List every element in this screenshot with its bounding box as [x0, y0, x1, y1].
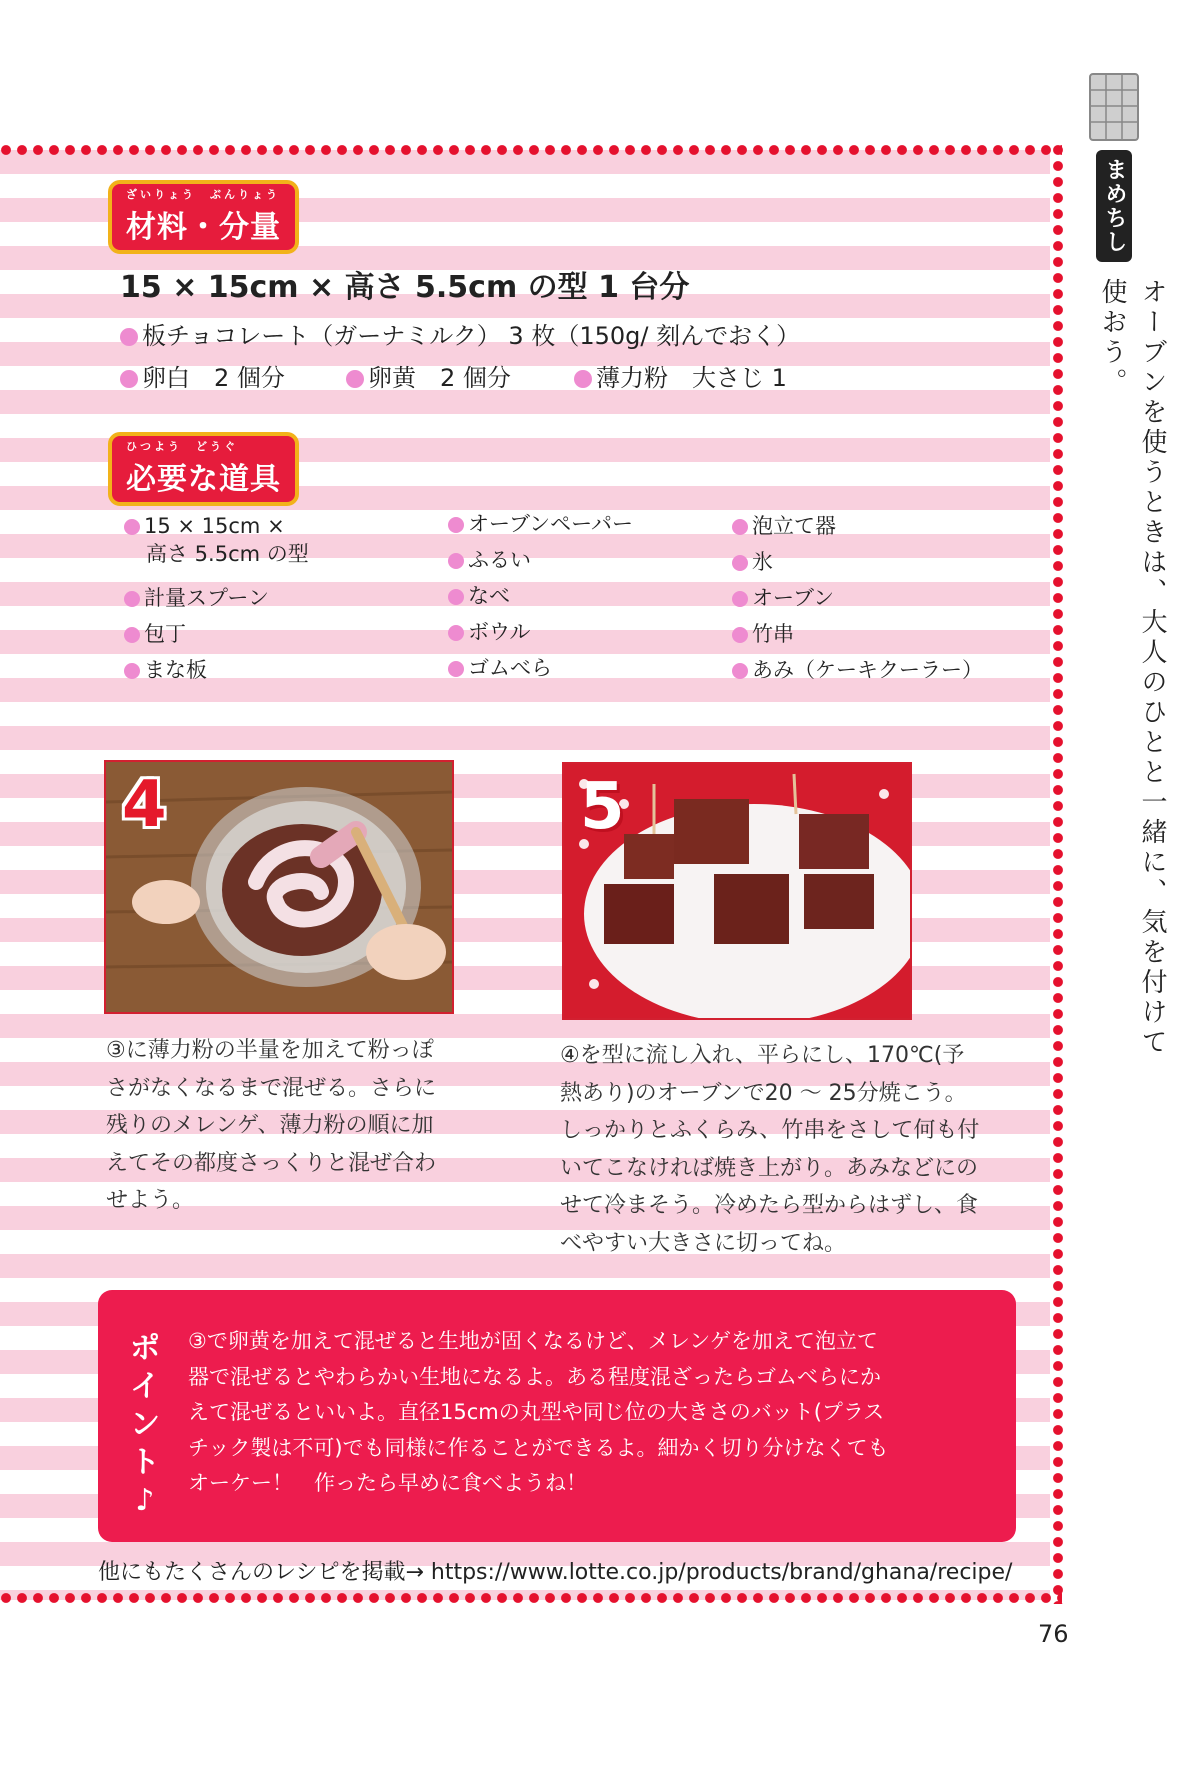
tool-skewer: 竹串 [732, 620, 794, 648]
tool-measuring-spoon: 計量スプーン [124, 584, 269, 612]
bullet-icon [448, 517, 464, 533]
tool-whisk: 泡立て器 [732, 512, 836, 540]
bullet-icon [124, 519, 140, 535]
tool-oven-paper: オーブンペーパー [448, 510, 633, 538]
point-text: ③で卵黄を加えて混ぜると生地が固くなるけど、メレンゲを加えて泡立て 器で混ぜるとやわらかい生地になるよ。ある程度混ざったらゴムべらにか えて混ぜるといいよ。直径15cmの丸型や同じ位の大きさのバット(プラス チック製は不可)でも同様に作ることができるよ。細かく切り分けなくても オーケー！ 作ったら早めに食べようね！ [188, 1329, 889, 1495]
tool-sieve: ふるい [448, 546, 531, 574]
ingredient-egg-white: 卵白 2 個分 [120, 358, 285, 393]
bullet-icon [448, 553, 464, 569]
tool-ice: 氷 [732, 548, 773, 576]
trivia-tab: まめちしき [1096, 150, 1132, 262]
point-label: ポイント♪ [130, 1331, 160, 1518]
tool-bowl: ボウル [448, 618, 530, 646]
step-5-text: ④を型に流し入れ、平らにし、170℃(予 熱あり)のオーブンで20 ～ 25分焼こう。 しっかりとふくらみ、竹串をさして何も付 いてこなければ焼き上がり。あみなどにの せて冷まそう。冷めたら型からはずし、食 べやすい大きさに切ってね。 [560, 1043, 980, 1256]
bullet-icon [120, 328, 138, 346]
step-4-number: 4 [122, 768, 167, 842]
bullet-icon [448, 661, 464, 677]
bullet-icon [574, 370, 592, 388]
bullet-icon [732, 627, 748, 643]
tool-cooling-rack: あみ（ケーキクーラー） [732, 656, 983, 684]
recipe-link[interactable]: 他にもたくさんのレシピを掲載→ https://www.lotte.co.jp/products/brand/ghana/recipe/ [98, 1560, 1013, 1585]
recipe-yield: 15 × 15cm × 高さ 5.5cm の型 1 台分 [120, 270, 690, 305]
trivia-note: オーブンを使うときは、大人のひとと一緒に、気を付けて使おう。 [1097, 278, 1167, 1058]
bullet-icon [124, 627, 140, 643]
dotted-border-top [0, 144, 1062, 156]
dotted-border-right [1052, 144, 1064, 1604]
ingredient-flour: 薄力粉 大さじ 1 [574, 358, 787, 393]
bullet-icon [732, 663, 748, 679]
chocolate-bar-icon [1086, 72, 1142, 146]
step-5-number: 5 [580, 770, 625, 844]
bullet-icon [732, 555, 748, 571]
tools-badge: ひつよう どうぐ 必要な道具 [108, 432, 299, 506]
page-number: 76 [1038, 1620, 1069, 1648]
tool-spatula: ゴムべら [448, 654, 552, 682]
bullet-icon [732, 591, 748, 607]
point-box [98, 1290, 1016, 1542]
tool-knife: 包丁 [124, 620, 186, 648]
ingredient-chocolate: 板チョコレート（ガーナミルク） 3 枚（150g/ 刻んでおく） [120, 316, 800, 351]
bullet-icon [346, 370, 364, 388]
tool-cutting-board: まな板 [124, 656, 207, 684]
bullet-icon [732, 519, 748, 535]
tool-pot: なべ [448, 582, 510, 610]
ingredients-badge: ざいりょう ぶんりょう 材料・分量 [108, 180, 299, 254]
bullet-icon [124, 663, 140, 679]
step-4-text: ③に薄力粉の半量を加えて粉っぽ さがなくなるまで混ぜる。さらに 残りのメレンゲ、薄力粉の順に加 えてその都度さっくりと混ぜ合わ せよう。 [106, 1038, 437, 1213]
bullet-icon [448, 625, 464, 641]
dotted-border-bottom [0, 1592, 1062, 1604]
bullet-icon [124, 591, 140, 607]
bullet-icon [448, 589, 464, 605]
tool-oven: オーブン [732, 584, 834, 612]
ingredient-egg-yolk: 卵黄 2 個分 [346, 358, 511, 393]
tool-pan: 15 × 15cm × 高さ 5.5cm の型 [124, 512, 309, 568]
bullet-icon [120, 370, 138, 388]
